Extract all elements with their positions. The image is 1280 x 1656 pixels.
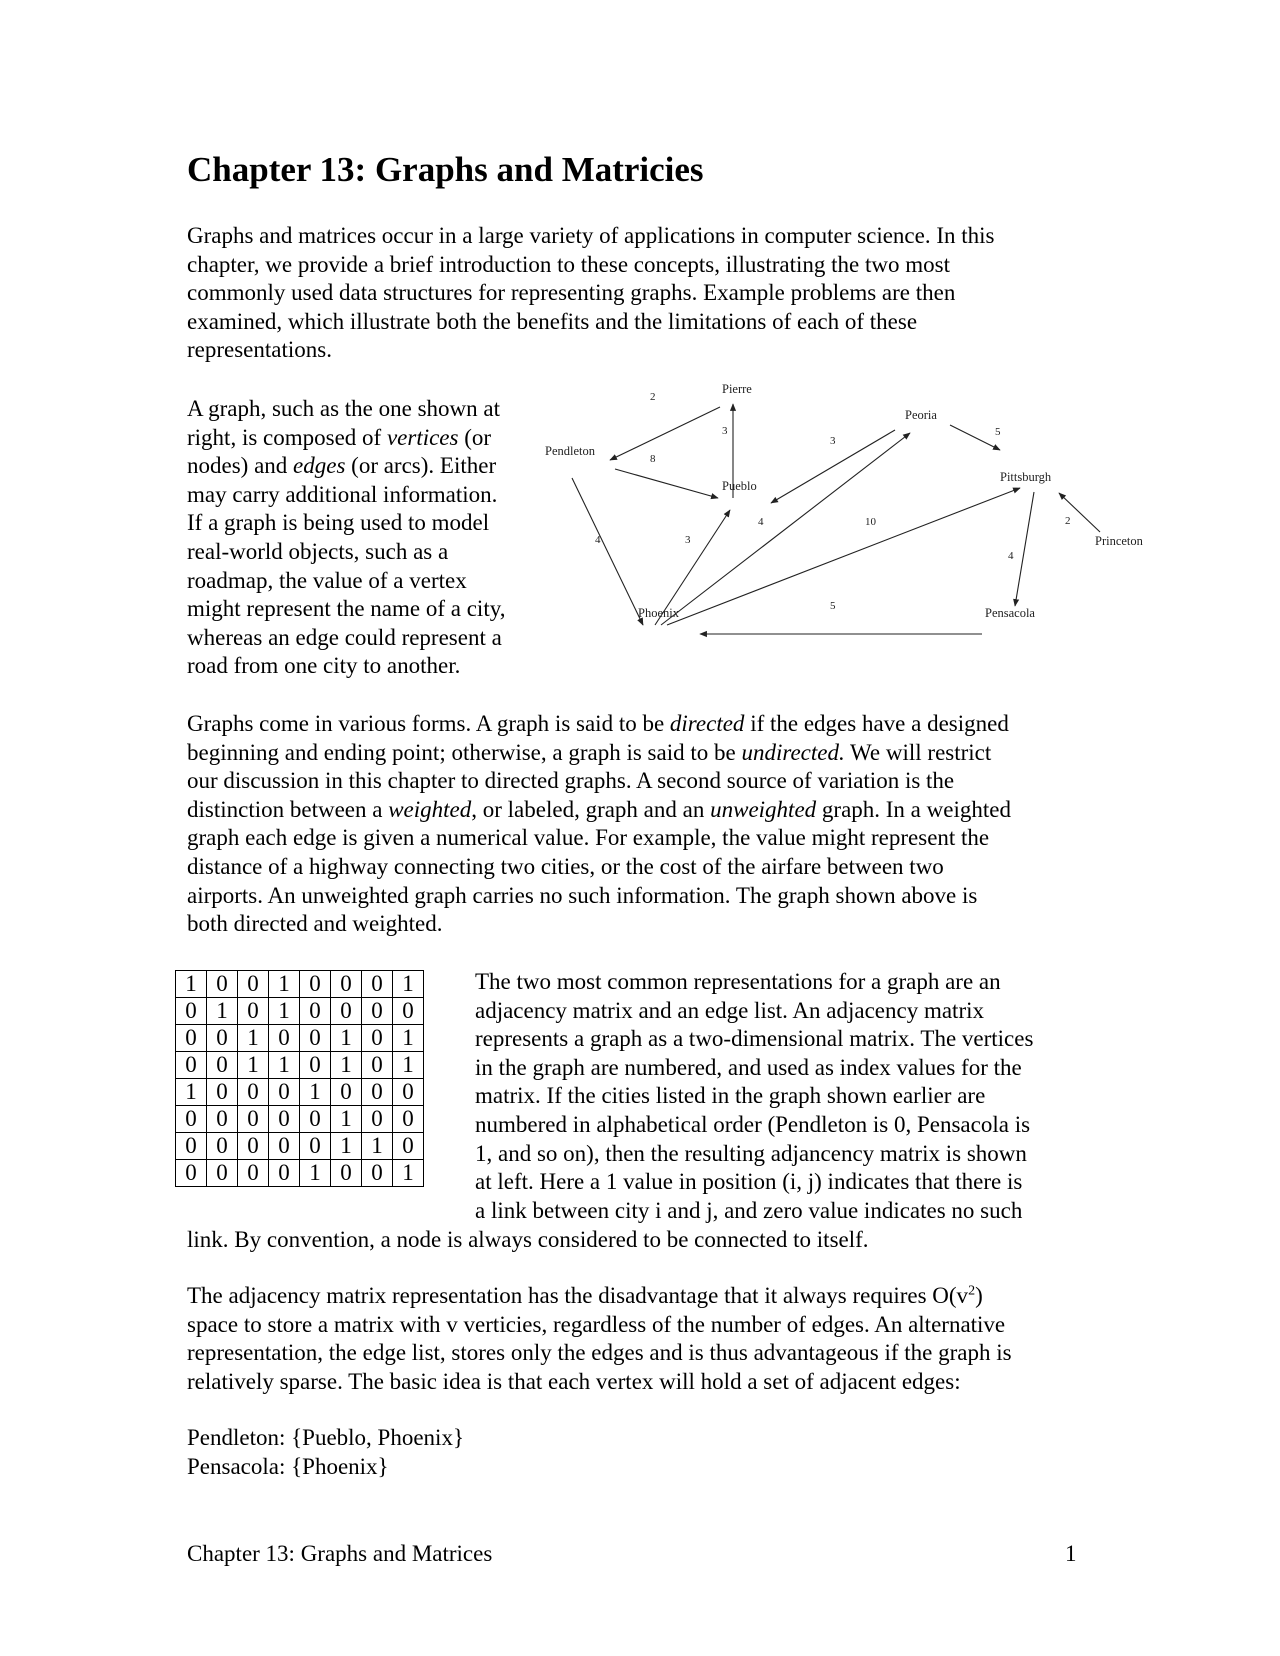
matrix-cell: 0 [331,1079,362,1106]
matrix-cell: 0 [207,971,238,998]
node-pierre: Pierre [722,381,752,396]
matrix-cell: 0 [176,1160,207,1187]
node-princeton: Princeton [1095,533,1143,548]
matrix-cell: 0 [393,1133,424,1160]
matrix-cell: 1 [176,971,207,998]
matrix-row [176,998,424,1025]
matrix-cell: 1 [331,1133,362,1160]
matrix-cell: 0 [176,1052,207,1079]
page-number: 1 [1065,1541,1077,1566]
matrix-cell: 0 [300,1025,331,1052]
matrix-cell: 1 [238,1025,269,1052]
weight-pendleton-phoenix: 4 [595,534,601,547]
representations-paragraph-end: link. By convention, a node is always considered to be connected to itself. [187,1227,869,1252]
node-phoenix: Phoenix [638,605,679,620]
weight-pensacola-phoenix: 5 [830,600,836,613]
matrix-cell: 1 [269,998,300,1025]
matrix-row [176,1160,424,1187]
matrix-cell: 0 [331,971,362,998]
term-weighted: weighted [388,796,472,822]
exponent: 2 [968,1283,976,1299]
weight-phoenix-peoria: 3 [830,435,836,448]
matrix-row [176,1106,424,1133]
page-title: Chapter 13: Graphs and Matricies [187,150,704,189]
edge-pendleton-phoenix [572,478,643,625]
matrix-cell: 1 [238,1052,269,1079]
footer-chapter-title: Chapter 13: Graphs and Matrices [187,1541,493,1566]
matrix-cell: 0 [300,1052,331,1079]
matrix-cell: 0 [269,1106,300,1133]
matrix-cell: 1 [269,971,300,998]
matrix-cell: 1 [393,971,424,998]
matrix-cell: 0 [362,1160,393,1187]
node-peoria: Peoria [905,407,937,422]
graph-diagram [545,380,1200,655]
matrix-cell: 0 [331,998,362,1025]
weight-pittsburgh-pensacola: 4 [1008,550,1014,563]
edge-pendleton-pueblo [615,469,718,498]
matrix-cell: 0 [393,1106,424,1133]
weight-phoenix-pueblo: 3 [685,534,691,547]
matrix-cell: 1 [393,1025,424,1052]
matrix-cell: 0 [362,1079,393,1106]
term-unweighted: unweighted [710,796,817,822]
term-vertices: vertices [386,424,459,450]
matrix-cell: 0 [176,1133,207,1160]
disadvantage-paragraph: The adjacency matrix representation has the disadvantage that it always requires $O(v^2)$ space to store a matrix with v verticies, regardless of the number of edges. An alternative representation, the edge list, stores only the edges and is thus advantageous if the graph is relatively sparse. The basic idea is that each vertex will hold a set of adjacent edges: [187,1283,1012,1394]
matrix-cell: 0 [300,998,331,1025]
matrix-cell: 0 [207,1160,238,1187]
matrix-cell: 0 [238,1106,269,1133]
matrix-cell: 0 [207,1079,238,1106]
matrix-cell: 0 [362,1106,393,1133]
matrix-cell: 0 [269,1160,300,1187]
weight-princeton-pittsburgh: 2 [1065,515,1071,528]
matrix-cell: 0 [331,1160,362,1187]
matrix-cell: 0 [269,1079,300,1106]
matrix-cell: 1 [269,1052,300,1079]
matrix-row [176,1025,424,1052]
matrix-cell: 0 [207,1133,238,1160]
matrix-cell: 0 [269,1025,300,1052]
node-pendleton: Pendleton [545,443,595,458]
term-undirected: undirected. [741,739,845,765]
edge-phoenix-peoria [661,433,910,625]
node-pueblo: Pueblo [722,478,757,493]
matrix-cell: 0 [238,1079,269,1106]
matrix-cell: 1 [300,1160,331,1187]
weight-pueblo-peoria: 10 [865,516,876,529]
matrix-cell: 0 [393,1079,424,1106]
matrix-cell: 1 [393,1052,424,1079]
matrix-cell: 0 [300,1106,331,1133]
matrix-cell: 0 [207,1025,238,1052]
intro-paragraph: Graphs and matrices occur in a large variety of applications in computer science. In this chapter, we provide a brief introduction to these concepts, illustrating the two most commonly used data structures for representing graphs. Example problems are then examined, which illustrate both the benefits and the limitations of each of these representations. [187,223,995,363]
matrix-cell: 0 [269,1133,300,1160]
matrix-cell: 0 [362,971,393,998]
matrix-cell: 1 [362,1133,393,1160]
matrix-cell: 0 [362,1052,393,1079]
edge-pittsburgh-pensacola [1015,492,1034,606]
matrix-cell: 0 [300,1133,331,1160]
node-pensacola: Pensacola [985,605,1035,620]
matrix-row [176,1052,424,1079]
edge-phoenix-pittsburgh [667,488,1020,625]
weight-pendleton-pueblo: 8 [650,453,656,466]
matrix-row [176,1079,424,1106]
matrix-cell: 0 [207,1106,238,1133]
representations-paragraph: The two most common representations for a graph are an adjacency matrix and an edge list. An adjacency matrix represents a graph as a two-dimensional matrix. The vertices in the graph are numbered, and used as index values for the matrix. If the cities listed in the graph shown earlier are numbered in alphabetical order (Pendleton is 0, Pensacola is 1, and so on), then the resulting adjancency matrix is shown at left. Here a 1 value in position (i, j) indicates that there is a link between city i and j, and zero value indicates no such [475,969,1034,1223]
matrix-cell: 0 [238,971,269,998]
edge-list-item: Pendleton: {Pueblo, Phoenix} [187,1425,464,1450]
graph-definition-paragraph: A graph, such as the one shown at right, is composed of vertices (or nodes) and edges (or arcs). Either may carry additional information. If a graph is being used to model real-world objects, such as a roadmap, the value of a vertex might represent the name of a city, whereas an edge could represent a road from one city to another. [187,396,506,679]
node-pittsburgh: Pittsburgh [1000,469,1052,484]
matrix-cell: 0 [207,1052,238,1079]
matrix-cell: 1 [331,1025,362,1052]
matrix-cell: 0 [362,998,393,1025]
term-directed: directed [669,711,745,736]
weight-phoenix-pittsburgh: 4 [758,516,764,529]
matrix-cell: 1 [176,1079,207,1106]
graph-forms-paragraph: Graphs come in various forms. A graph is said to be directed if the edges have a designed beginning and ending point; otherwise, a graph is said to be undirected. We will restrict our discussion in this chapter to directed graphs. A second source of variation is the distinction between a weighted, or labeled, graph and an unweighted graph. In a weighted graph each edge is given a numerical value. For example, the value might represent the distance of a highway connecting two cities, or the cost of the airfare between two airports. An unweighted graph carries no such information. The graph shown above is both directed and weighted. [187,711,1011,937]
weight-pueblo-pierre: 3 [722,425,728,438]
edge-pierre-pendleton [610,407,720,460]
weight-peoria-pittsburgh: 5 [995,426,1001,439]
term-edges: edges [293,453,346,479]
matrix-cell: 0 [300,971,331,998]
matrix-cell: 0 [238,1133,269,1160]
matrix-cell: 1 [300,1079,331,1106]
matrix-cell: 0 [238,1160,269,1187]
matrix-cell: 1 [207,998,238,1025]
adjacency-matrix [175,970,424,1187]
edge-peoria-pittsburgh [950,425,1000,450]
matrix-cell: 0 [176,1025,207,1052]
matrix-cell: 0 [362,1025,393,1052]
matrix-cell: 0 [238,998,269,1025]
matrix-cell: 0 [393,998,424,1025]
edge-list-example [187,1424,1102,1481]
matrix-row [176,1133,424,1160]
matrix-cell: 1 [331,1106,362,1133]
weight-pierre-pendleton: 2 [650,391,656,404]
matrix-cell: 1 [331,1052,362,1079]
matrix-cell: 0 [176,998,207,1025]
edge-list-item: Pensacola: {Phoenix} [187,1453,389,1479]
matrix-row [176,971,424,998]
matrix-cell: 1 [393,1160,424,1187]
matrix-cell: 0 [176,1106,207,1133]
